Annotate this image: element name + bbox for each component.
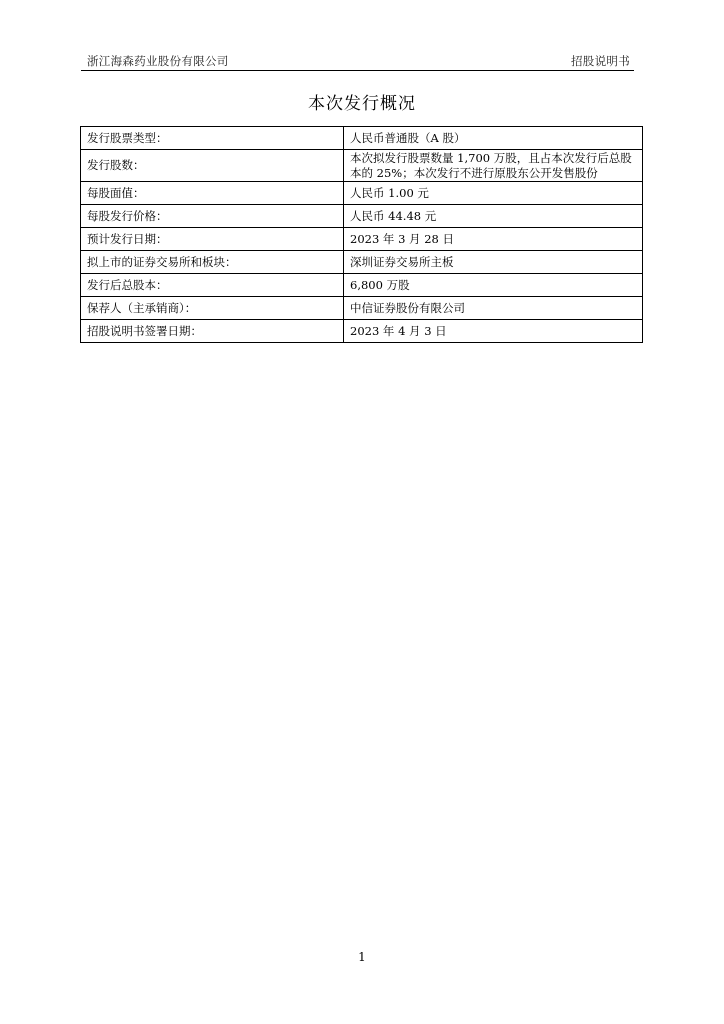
table-row: [81, 251, 643, 274]
table-row: [81, 228, 643, 251]
row-label: 每股发行价格：: [81, 205, 344, 228]
table-row: [81, 182, 643, 205]
row-value: 中信证券股份有限公司: [344, 297, 643, 320]
row-label: 招股说明书签署日期：: [81, 320, 344, 343]
table-row: [81, 297, 643, 320]
row-value: 深圳证券交易所主板: [344, 251, 643, 274]
table-row: [81, 127, 643, 150]
row-value: 2023 年 4 月 3 日: [344, 320, 643, 343]
row-label: 保荐人（主承销商）：: [81, 297, 344, 320]
page-header: [81, 52, 634, 71]
table-row: [81, 205, 643, 228]
row-value: 本次拟发行股票数量 1,700 万股，且占本次发行后总股本的 25%；本次发行不进行原股东公开发售股份: [344, 150, 643, 182]
row-value: 人民币普通股（A 股）: [344, 127, 643, 150]
row-label: 每股面值：: [81, 182, 344, 205]
row-value: 2023 年 3 月 28 日: [344, 228, 643, 251]
row-label: 拟上市的证券交易所和板块：: [81, 251, 344, 274]
header-document-type: 招股说明书: [571, 54, 630, 68]
row-value: 6,800 万股: [344, 274, 643, 297]
row-value: 人民币 1.00 元: [344, 182, 643, 205]
table-row: [81, 150, 643, 182]
row-label: 发行后总股本：: [81, 274, 344, 297]
header-company-name: 浙江海森药业股份有限公司: [87, 54, 229, 68]
row-label: 预计发行日期：: [81, 228, 344, 251]
page-number: 1: [358, 950, 366, 964]
page-title: 本次发行概况: [308, 94, 416, 114]
offering-overview-table: [80, 126, 643, 343]
table-row: [81, 274, 643, 297]
table-row: [81, 320, 643, 343]
row-value: 人民币 44.48 元: [344, 205, 643, 228]
row-label: 发行股数：: [81, 150, 344, 182]
row-label: 发行股票类型：: [81, 127, 344, 150]
